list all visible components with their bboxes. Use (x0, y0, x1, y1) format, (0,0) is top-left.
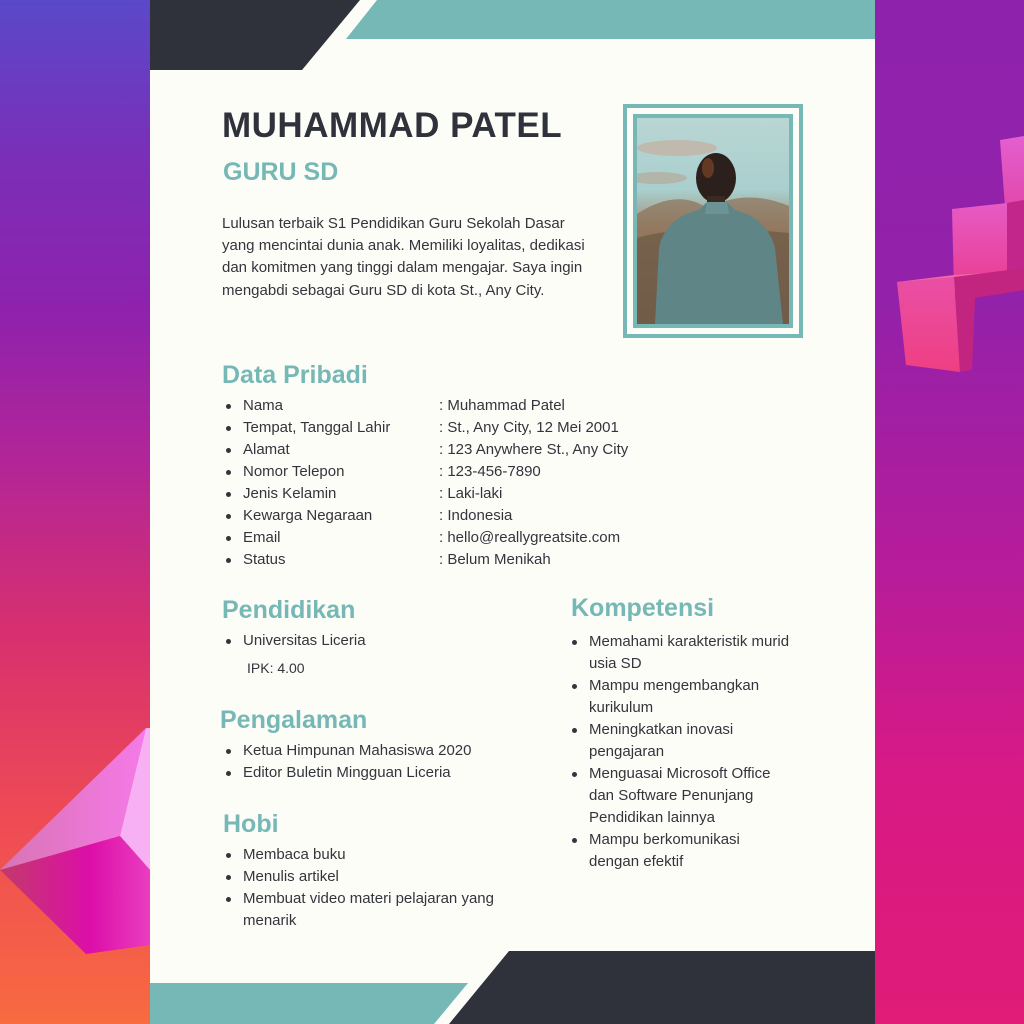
resume-page (150, 0, 875, 1024)
personal-data-row: Nomor Telepon : 123-456-7890 (222, 461, 702, 483)
experience-list (222, 740, 542, 784)
person-photo-icon (637, 118, 789, 324)
section-title-pendidikan: Pendidikan (222, 596, 356, 624)
education-list (222, 630, 522, 652)
competency-list (568, 631, 793, 873)
profile-photo-frame (623, 104, 803, 338)
competency-item: Meningkatkan inovasi pengajaran (568, 719, 793, 763)
personal-data-row: Status : Belum Menikah (222, 549, 702, 571)
section-title-kompetensi: Kompetensi (571, 594, 715, 622)
personal-data-row: Jenis Kelamin : Laki-laki (222, 483, 702, 505)
hobby-item: Membuat video materi pelajaran yang menarik (222, 888, 512, 932)
candidate-name: MUHAMMAD PATEL (222, 106, 563, 145)
personal-data-row: Email : hello@reallygreatsite.com (222, 527, 702, 549)
job-title: GURU SD (223, 158, 339, 186)
profile-photo (633, 114, 793, 328)
education-gpa: IPK: 4.00 (247, 660, 305, 676)
hobby-item: Membaca buku (222, 844, 512, 866)
top-decorative-bars (150, 0, 875, 75)
competency-item: Memahami karakteristik murid usia SD (568, 631, 793, 675)
personal-data-row: Alamat : 123 Anywhere St., Any City (222, 439, 702, 461)
competency-item: Menguasai Microsoft Office dan Software Penunjang Pendidikan lainnya (568, 763, 793, 829)
decorative-3d-pyramid (0, 720, 150, 960)
personal-data-row: Kewarga Negaraan : Indonesia (222, 505, 702, 527)
competency-item: Mampu mengembangkan kurikulum (568, 675, 793, 719)
decorative-3d-steps (875, 130, 1024, 380)
education-item: Universitas Liceria (222, 630, 522, 652)
personal-data-row: Tempat, Tanggal Lahir : St., Any City, 12 Mei 2001 (222, 417, 702, 439)
hobby-list (222, 844, 512, 932)
hobby-item: Menulis artikel (222, 866, 512, 888)
section-title-hobi: Hobi (223, 810, 279, 838)
personal-data-list (222, 395, 702, 571)
section-title-pengalaman: Pengalaman (220, 706, 368, 734)
personal-data-row: Nama : Muhammad Patel (222, 395, 702, 417)
competency-item: Mampu berkomunikasi dengan efektif (568, 829, 793, 873)
experience-item: Ketua Himpunan Mahasiswa 2020 (222, 740, 542, 762)
section-title-data-pribadi: Data Pribadi (222, 361, 368, 389)
experience-item: Editor Buletin Mingguan Liceria (222, 762, 542, 784)
bottom-decorative-bars (150, 950, 875, 1024)
profile-summary: Lulusan terbaik S1 Pendidikan Guru Sekolah Dasar yang mencintai dunia anak. Memiliki loyalitas, dedikasi dan komitmen yang tinggi dalam mengajar. Saya ingin mengabdi sebagai Guru SD di kota St., Any City. (222, 215, 585, 299)
